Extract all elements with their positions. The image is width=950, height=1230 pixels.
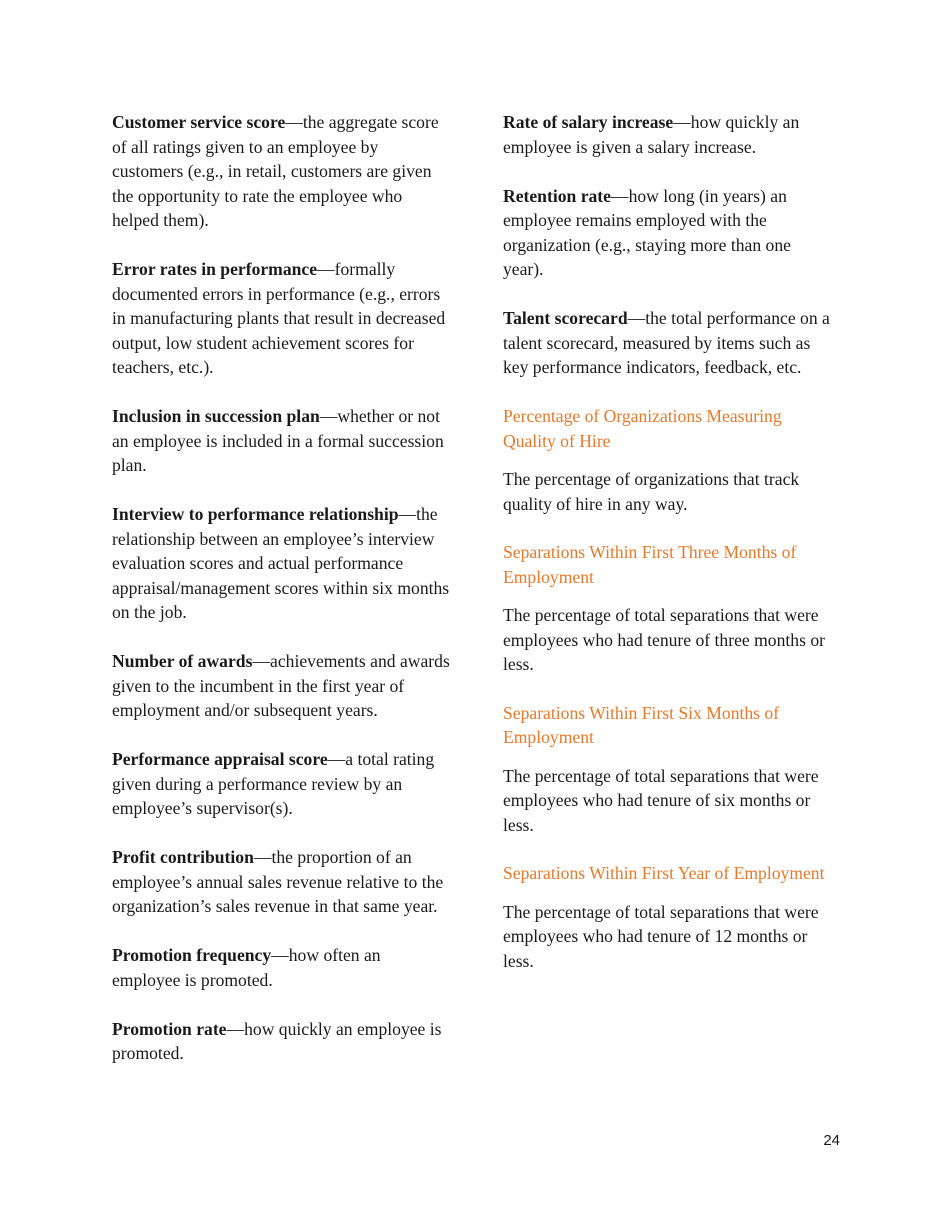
definition-text: —how often an employee is promoted. [112,945,381,990]
page-number: 24 [823,1132,840,1149]
definition-text: —the relationship between an employee’s interview evaluation scores and actual performance appraisal/management scores within six months on the job. [112,504,450,622]
definition-term: Talent scorecard [503,308,628,328]
definition-text: —how quickly an employee is given a salary increase. [503,112,800,157]
definition-entry [112,649,450,723]
definition-entry [112,257,450,380]
definition-term: Retention rate [503,185,611,206]
definition-text: —whether or not an employee is included in a formal succession plan. [112,406,444,475]
definition-text: —how long (in years) an employee remains employed with the organization (e.g., staying more than one year). [503,185,791,279]
definition-text: —how quickly an employee is promoted. [112,1018,442,1063]
definition-entry [112,1017,450,1066]
definition-term: Interview to performance relationship [112,504,399,524]
section-body: The percentage of total separations that were employees who had tenure of 12 months or less. [503,901,819,971]
definition-entry [112,747,450,821]
section-heading: Separations Within First Three Months of Employment [503,542,797,587]
definition-entry [503,306,833,380]
section-heading: Separations Within First Six Months of Employment [503,702,780,747]
right-column [503,110,833,997]
definition-text: —the total performance on a talent scorecard, measured by items such as key performance indicators, feedback, etc. [503,308,830,377]
definition-term: Inclusion in succession plan [112,406,320,426]
definition-entry [503,110,833,159]
definition-term: Rate of salary increase [503,112,674,132]
definition-text: —formally documented errors in performance (e.g., errors in manufacturing plants that result in decreased output, low student achievement scores for teachers, etc.). [112,259,446,377]
definition-entry [112,502,450,625]
definition-term: Performance appraisal score [112,749,328,769]
definition-term: Promotion rate [112,1018,227,1039]
definition-text: —a total rating given during a performance review by an employee’s supervisor(s). [112,749,435,818]
definition-text: —achievements and awards given to the incumbent in the first year of employment and/or subsequent years. [112,651,450,720]
definition-term: Error rates in performance [112,259,318,279]
section-heading: Separations Within First Year of Employment [503,863,825,883]
definition-text: —the proportion of an employee’s annual sales revenue relative to the organization’s sales revenue in that same year. [112,847,444,916]
section-body: The percentage of organizations that track quality of hire in any way. [503,469,800,514]
definition-term: Number of awards [112,651,253,671]
section-heading: Percentage of Organizations Measuring Quality of Hire [503,406,782,451]
definition-entry [112,845,450,919]
definition-term: Profit contribution [112,847,254,867]
definition-entry [503,184,833,282]
definition-entry [112,110,450,233]
definition-term: Promotion frequency [112,945,272,965]
definition-entry [112,943,450,992]
section-body: The percentage of total separations that were employees who had tenure of six months or less. [503,765,819,835]
definition-text: —the aggregate score of all ratings given to an employee by customers (e.g., in retail, customers are given the opportunity to rate the employee who helped them). [112,112,439,230]
definition-term: Customer service score [112,112,286,132]
definition-entry [112,404,450,478]
section-body: The percentage of total separations that were employees who had tenure of three months or less. [503,605,825,674]
left-column [112,110,450,1090]
